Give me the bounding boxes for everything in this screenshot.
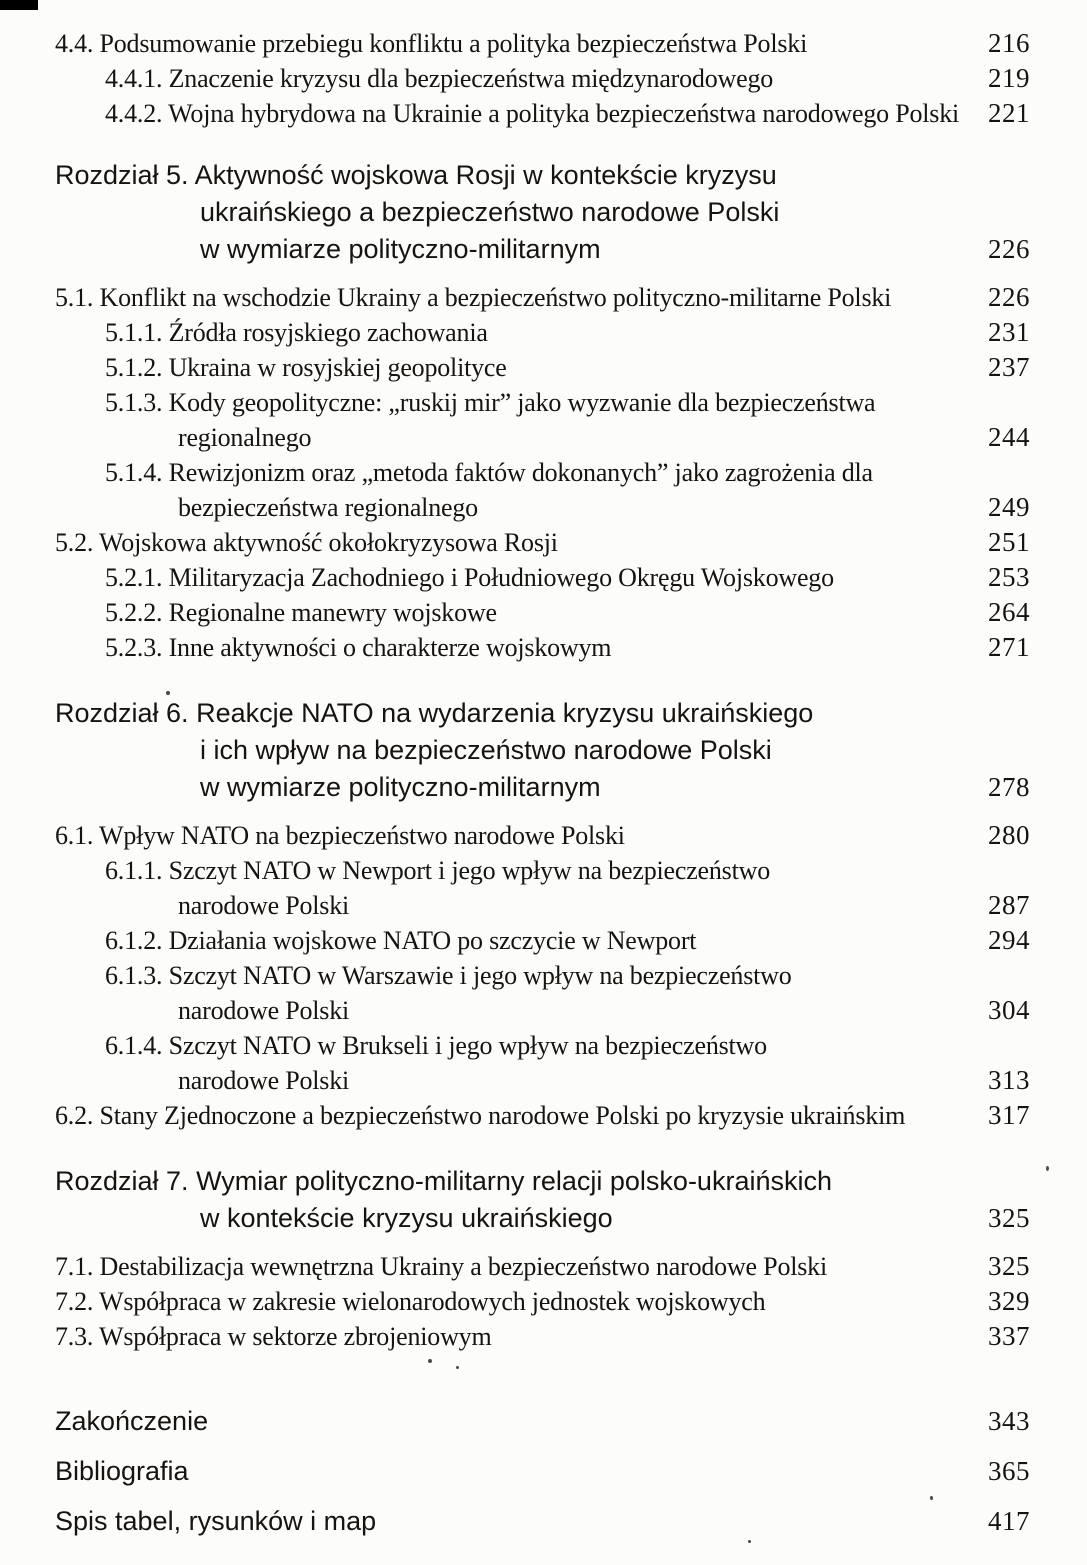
toc-entry-text: regionalnego [178, 423, 312, 452]
toc-entry-text: 4.4.1. Znaczenie kryzysu dla bezpieczeństwa międzynarodowego [105, 64, 774, 93]
chapter-heading-row [0, 157, 1087, 194]
chapter-heading-row [0, 1163, 1087, 1200]
page-number: 264 [988, 597, 1030, 627]
toc-row [0, 1028, 1087, 1063]
toc-row [0, 385, 1087, 420]
page-number: 365 [988, 1456, 1030, 1486]
page-number: 216 [988, 28, 1030, 58]
chapter-title-text: w wymiarze polityczno-militarnym [200, 234, 601, 264]
page-number: 329 [988, 1286, 1030, 1316]
page-number: 249 [988, 492, 1030, 522]
toc-row [0, 280, 1087, 315]
page-number: 287 [988, 890, 1030, 920]
page-number: 231 [988, 317, 1030, 347]
toc-row [0, 630, 1087, 665]
toc-row-continuation [0, 993, 1087, 1028]
toc-entry-text: 4.4.2. Wojna hybrydowa na Ukrainie a polityka bezpieczeństwa narodowego Polski [105, 99, 960, 128]
toc-row [0, 1319, 1087, 1354]
page-number: 244 [988, 422, 1030, 452]
page-number: 226 [988, 282, 1030, 312]
page-number: 278 [988, 772, 1030, 802]
chapter-title-text: Rozdział 5. Aktywność wojskowa Rosji w kontekście kryzysu [55, 160, 777, 190]
toc-row [0, 853, 1087, 888]
page-number: 237 [988, 352, 1030, 382]
toc-row [0, 958, 1087, 993]
toc-entry-text: 4.4. Podsumowanie przebiegu konfliktu a polityka bezpieczeństwa Polski [55, 29, 808, 58]
scan-speck [166, 691, 170, 695]
chapter-title-text: ukraińskiego a bezpieczeństwo narodowe Polski [200, 197, 780, 227]
toc-entry-text: 7.3. Współpraca w sektorze zbrojeniowym [55, 1322, 492, 1351]
scan-speck [748, 1540, 751, 1543]
toc-row [0, 923, 1087, 958]
toc-entry-text: 6.2. Stany Zjednoczone a bezpieczeństwo narodowe Polski po kryzysie ukraińskim [55, 1101, 906, 1130]
page-number: 304 [988, 995, 1030, 1025]
toc-row [0, 26, 1087, 61]
toc-entry-text: 5.2.3. Inne aktywności o charakterze wojskowym [105, 633, 612, 662]
toc-entry-text: 5.2.2. Regionalne manewry wojskowe [105, 598, 497, 627]
chapter-heading-row [0, 231, 1087, 268]
toc-row [0, 525, 1087, 560]
page-number: 253 [988, 562, 1030, 592]
toc-entry-text: 5.2. Wojskowa aktywność okołokryzysowa Rosji [55, 528, 558, 557]
backmatter-title-text: Bibliografia [55, 1456, 189, 1486]
scan-artifact-bar [0, 0, 38, 10]
toc-entry-text: bezpieczeństwa regionalnego [178, 493, 478, 522]
toc-entry-text: narodowe Polski [178, 1066, 350, 1095]
page-number: 294 [988, 925, 1030, 955]
scan-speck [456, 1366, 459, 1369]
toc-entry-text: 6.1.3. Szczyt NATO w Warszawie i jego wpływ na bezpieczeństwo [105, 961, 792, 990]
page-number: 325 [988, 1251, 1030, 1281]
toc-row-continuation [0, 420, 1087, 455]
chapter-heading-row [0, 695, 1087, 732]
backmatter-title-text: Spis tabel, rysunków i map [55, 1506, 377, 1536]
page-number: 221 [988, 98, 1030, 128]
toc-entry-text: 7.2. Współpraca w zakresie wielonarodowych jednostek wojskowych [55, 1287, 766, 1316]
page-number: 317 [988, 1100, 1030, 1130]
page-number: 219 [988, 63, 1030, 93]
chapter-title-text: i ich wpływ na bezpieczeństwo narodowe Polski [200, 735, 772, 765]
backmatter-row [0, 1496, 1087, 1546]
backmatter-title-text: Zakończenie [55, 1406, 209, 1436]
chapter-title-text: Rozdział 7. Wymiar polityczno-militarny relacji polsko-ukraińskich [55, 1166, 832, 1196]
toc-entry-text: 6.1.1. Szczyt NATO w Newport i jego wpływ na bezpieczeństwo [105, 856, 770, 885]
backmatter-row [0, 1396, 1087, 1446]
page-number: 343 [988, 1406, 1030, 1436]
toc-row [0, 818, 1087, 853]
toc-entry-text: 5.2.1. Militaryzacja Zachodniego i Południowego Okręgu Wojskowego [105, 563, 834, 592]
page-number: 271 [988, 632, 1030, 662]
toc-row [0, 1098, 1087, 1133]
page-number: 251 [988, 527, 1030, 557]
toc-entry-text: 5.1.1. Źródła rosyjskiego zachowania [105, 318, 488, 347]
toc-row [0, 455, 1087, 490]
toc-row [0, 1249, 1087, 1284]
scan-speck [930, 1496, 933, 1500]
chapter-heading-row [0, 194, 1087, 231]
toc-entry-text: narodowe Polski [178, 891, 350, 920]
toc-row [0, 315, 1087, 350]
toc-entry-text: 6.1. Wpływ NATO na bezpieczeństwo narodowe Polski [55, 821, 625, 850]
toc-row [0, 61, 1087, 96]
page-number: 280 [988, 820, 1030, 850]
toc-row-continuation [0, 888, 1087, 923]
page-number: 313 [988, 1065, 1030, 1095]
page-number: 226 [988, 234, 1030, 264]
toc-row [0, 560, 1087, 595]
toc-entry-text: 5.1.4. Rewizjonizm oraz „metoda faktów dokonanych” jako zagrożenia dla [105, 458, 873, 487]
chapter-heading-row [0, 1200, 1087, 1237]
scan-speck [428, 1359, 432, 1363]
chapter-title-text: w wymiarze polityczno-militarnym [200, 772, 601, 802]
toc-entry-text: 7.1. Destabilizacja wewnętrzna Ukrainy a bezpieczeństwo narodowe Polski [55, 1252, 828, 1281]
toc-row [0, 350, 1087, 385]
toc-entry-text: 5.1.3. Kody geopolityczne: „ruskij mir” jako wyzwanie dla bezpieczeństwa [105, 388, 876, 417]
scan-speck [1046, 1166, 1049, 1171]
backmatter-row [0, 1446, 1087, 1496]
toc-entry-text: narodowe Polski [178, 996, 350, 1025]
chapter-title-text: w kontekście kryzysu ukraińskiego [200, 1203, 613, 1233]
toc-row [0, 1284, 1087, 1319]
toc-entry-text: 6.1.4. Szczyt NATO w Brukseli i jego wpływ na bezpieczeństwo [105, 1031, 767, 1060]
toc-entry-text: 6.1.2. Działania wojskowe NATO po szczycie w Newport [105, 926, 697, 955]
toc-entry-text: 5.1.2. Ukraina w rosyjskiej geopolityce [105, 353, 507, 382]
toc-row-continuation [0, 490, 1087, 525]
chapter-title-text: Rozdział 6. Reakcje NATO na wydarzenia kryzysu ukraińskiego [55, 698, 814, 728]
toc-row [0, 595, 1087, 630]
toc-row [0, 96, 1087, 131]
page-number: 417 [988, 1506, 1030, 1536]
chapter-heading-row [0, 732, 1087, 769]
toc-entry-text: 5.1. Konflikt na wschodzie Ukrainy a bezpieczeństwo polityczno-militarne Polski [55, 283, 892, 312]
chapter-heading-row [0, 769, 1087, 806]
page-number: 325 [988, 1203, 1030, 1233]
page-number: 337 [988, 1321, 1030, 1351]
toc-row-continuation [0, 1063, 1087, 1098]
